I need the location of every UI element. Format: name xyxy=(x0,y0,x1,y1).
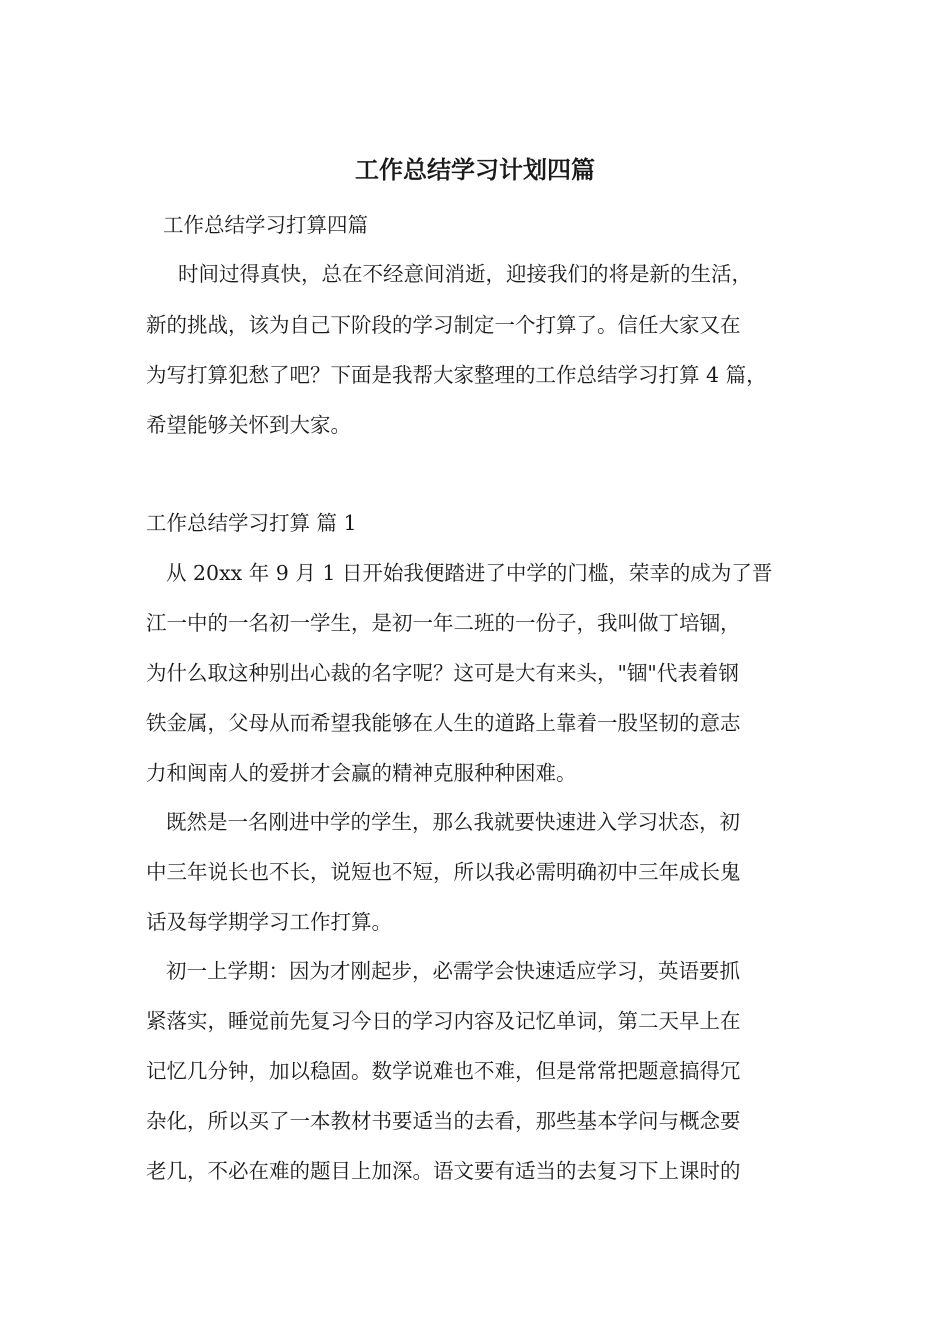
section-heading: 工作总结学习打算 篇 1 xyxy=(146,511,357,535)
body-line: 力和闽南人的爱拼才会赢的精神克服种种困难。 xyxy=(146,761,577,785)
intro-line: 希望能够关怀到大家。 xyxy=(146,413,351,437)
body-line: 既然是一名刚进中学的学生，那么我就要快速进入学习状态，初 xyxy=(166,810,740,834)
body-line: 话及每学期学习工作打算。 xyxy=(146,910,392,934)
document-subtitle: 工作总结学习打算四篇 xyxy=(163,213,368,237)
body-line: 杂化，所以买了一本教材书要适当的去看，那些基本学问与概念要 xyxy=(146,1109,741,1133)
body-line: 为什么取这种别出心裁的名字呢？这可是大有来头，"锢"代表着钢 xyxy=(146,661,739,685)
intro-line: 新的挑战，该为自己下阶段的学习制定一个打算了。信任大家又在 xyxy=(146,313,741,337)
document-title: 工作总结学习计划四篇 xyxy=(355,155,595,184)
intro-line: 时间过得真快，总在不经意间消逝，迎接我们的将是新的生活， xyxy=(178,262,752,286)
body-line: 老几，不必在难的题目上加深。语文要有适当的去复习下上课时的 xyxy=(146,1159,741,1183)
body-line: 记忆几分钟，加以稳固。数学说难也不难，但是常常把题意搞得冗 xyxy=(146,1059,741,1083)
body-line: 从 20xx 年 9 月 1 日开始我便踏进了中学的门槛，荣幸的成为了晋 xyxy=(166,561,773,585)
body-line: 铁金属，父母从而希望我能够在人生的道路上靠着一股坚韧的意志 xyxy=(146,711,741,735)
body-line: 中三年说长也不长，说短也不短，所以我必需明确初中三年成长鬼 xyxy=(146,860,741,884)
body-line: 紧落实，睡觉前先复习今日的学习内容及记忆单词，第二天早上在 xyxy=(146,1009,741,1033)
body-line: 江一中的一名初一学生，是初一年二班的一份子，我叫做丁培锢， xyxy=(146,611,741,635)
intro-line: 为写打算犯愁了吧？下面是我帮大家整理的工作总结学习打算 4 篇， xyxy=(146,363,767,387)
body-line: 初一上学期：因为才刚起步，必需学会快速适应学习，英语要抓 xyxy=(166,959,740,983)
